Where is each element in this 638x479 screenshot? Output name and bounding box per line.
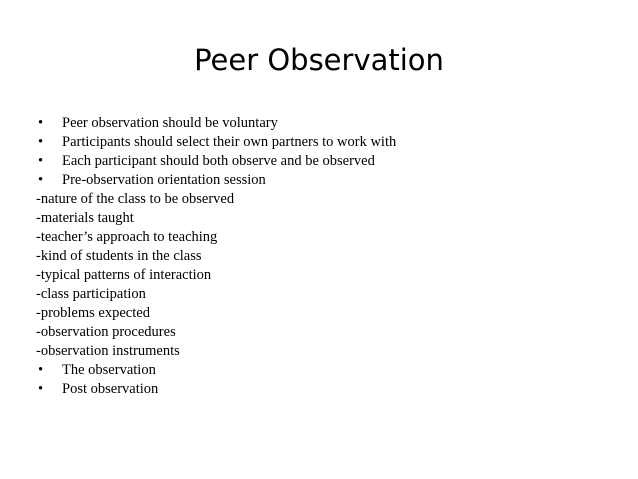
- bullet-icon: •: [38, 115, 44, 131]
- bullet-text: Peer observation should be voluntary: [62, 115, 278, 131]
- bullet-icon: •: [38, 153, 44, 169]
- bullet-text: The observation: [62, 362, 156, 378]
- bullet-item: [36, 152, 626, 171]
- sub-item: [36, 209, 626, 228]
- bullet-item: [36, 361, 626, 380]
- sub-item: [36, 304, 626, 323]
- bullet-icon: •: [38, 381, 44, 397]
- bullet-item: [36, 171, 626, 190]
- sub-item: [36, 190, 626, 209]
- bullet-text: Pre-observation orientation session: [62, 172, 266, 188]
- sub-item-text: -observation instruments: [36, 343, 180, 359]
- sub-item: [36, 228, 626, 247]
- sub-item-text: -kind of students in the class: [36, 248, 202, 264]
- bullet-text: Post observation: [62, 381, 159, 397]
- sub-item: [36, 247, 626, 266]
- bullet-item: [36, 380, 626, 399]
- slide-title: Peer Observation: [194, 43, 444, 77]
- sub-item-text: -teacher’s approach to teaching: [36, 229, 218, 245]
- sub-item: [36, 323, 626, 342]
- sub-item: [36, 285, 626, 304]
- sub-item-text: -class participation: [36, 286, 146, 302]
- bullet-icon: •: [38, 172, 44, 188]
- bullet-icon: •: [38, 362, 44, 378]
- bullet-item: [36, 114, 626, 133]
- sub-item-text: -materials taught: [36, 210, 134, 226]
- bullet-item: [36, 133, 626, 152]
- sub-item-text: -problems expected: [36, 305, 150, 321]
- sub-item-text: -observation procedures: [36, 324, 176, 340]
- bullet-text: Participants should select their own partners to work with: [62, 134, 397, 150]
- sub-item: [36, 266, 626, 285]
- slide-body-list: [36, 114, 626, 399]
- sub-item-text: -typical patterns of interaction: [36, 267, 212, 283]
- sub-item-text: -nature of the class to be observed: [36, 191, 235, 207]
- bullet-icon: •: [38, 134, 44, 150]
- bullet-text: Each participant should both observe and be observed: [62, 153, 375, 169]
- sub-item: [36, 342, 626, 361]
